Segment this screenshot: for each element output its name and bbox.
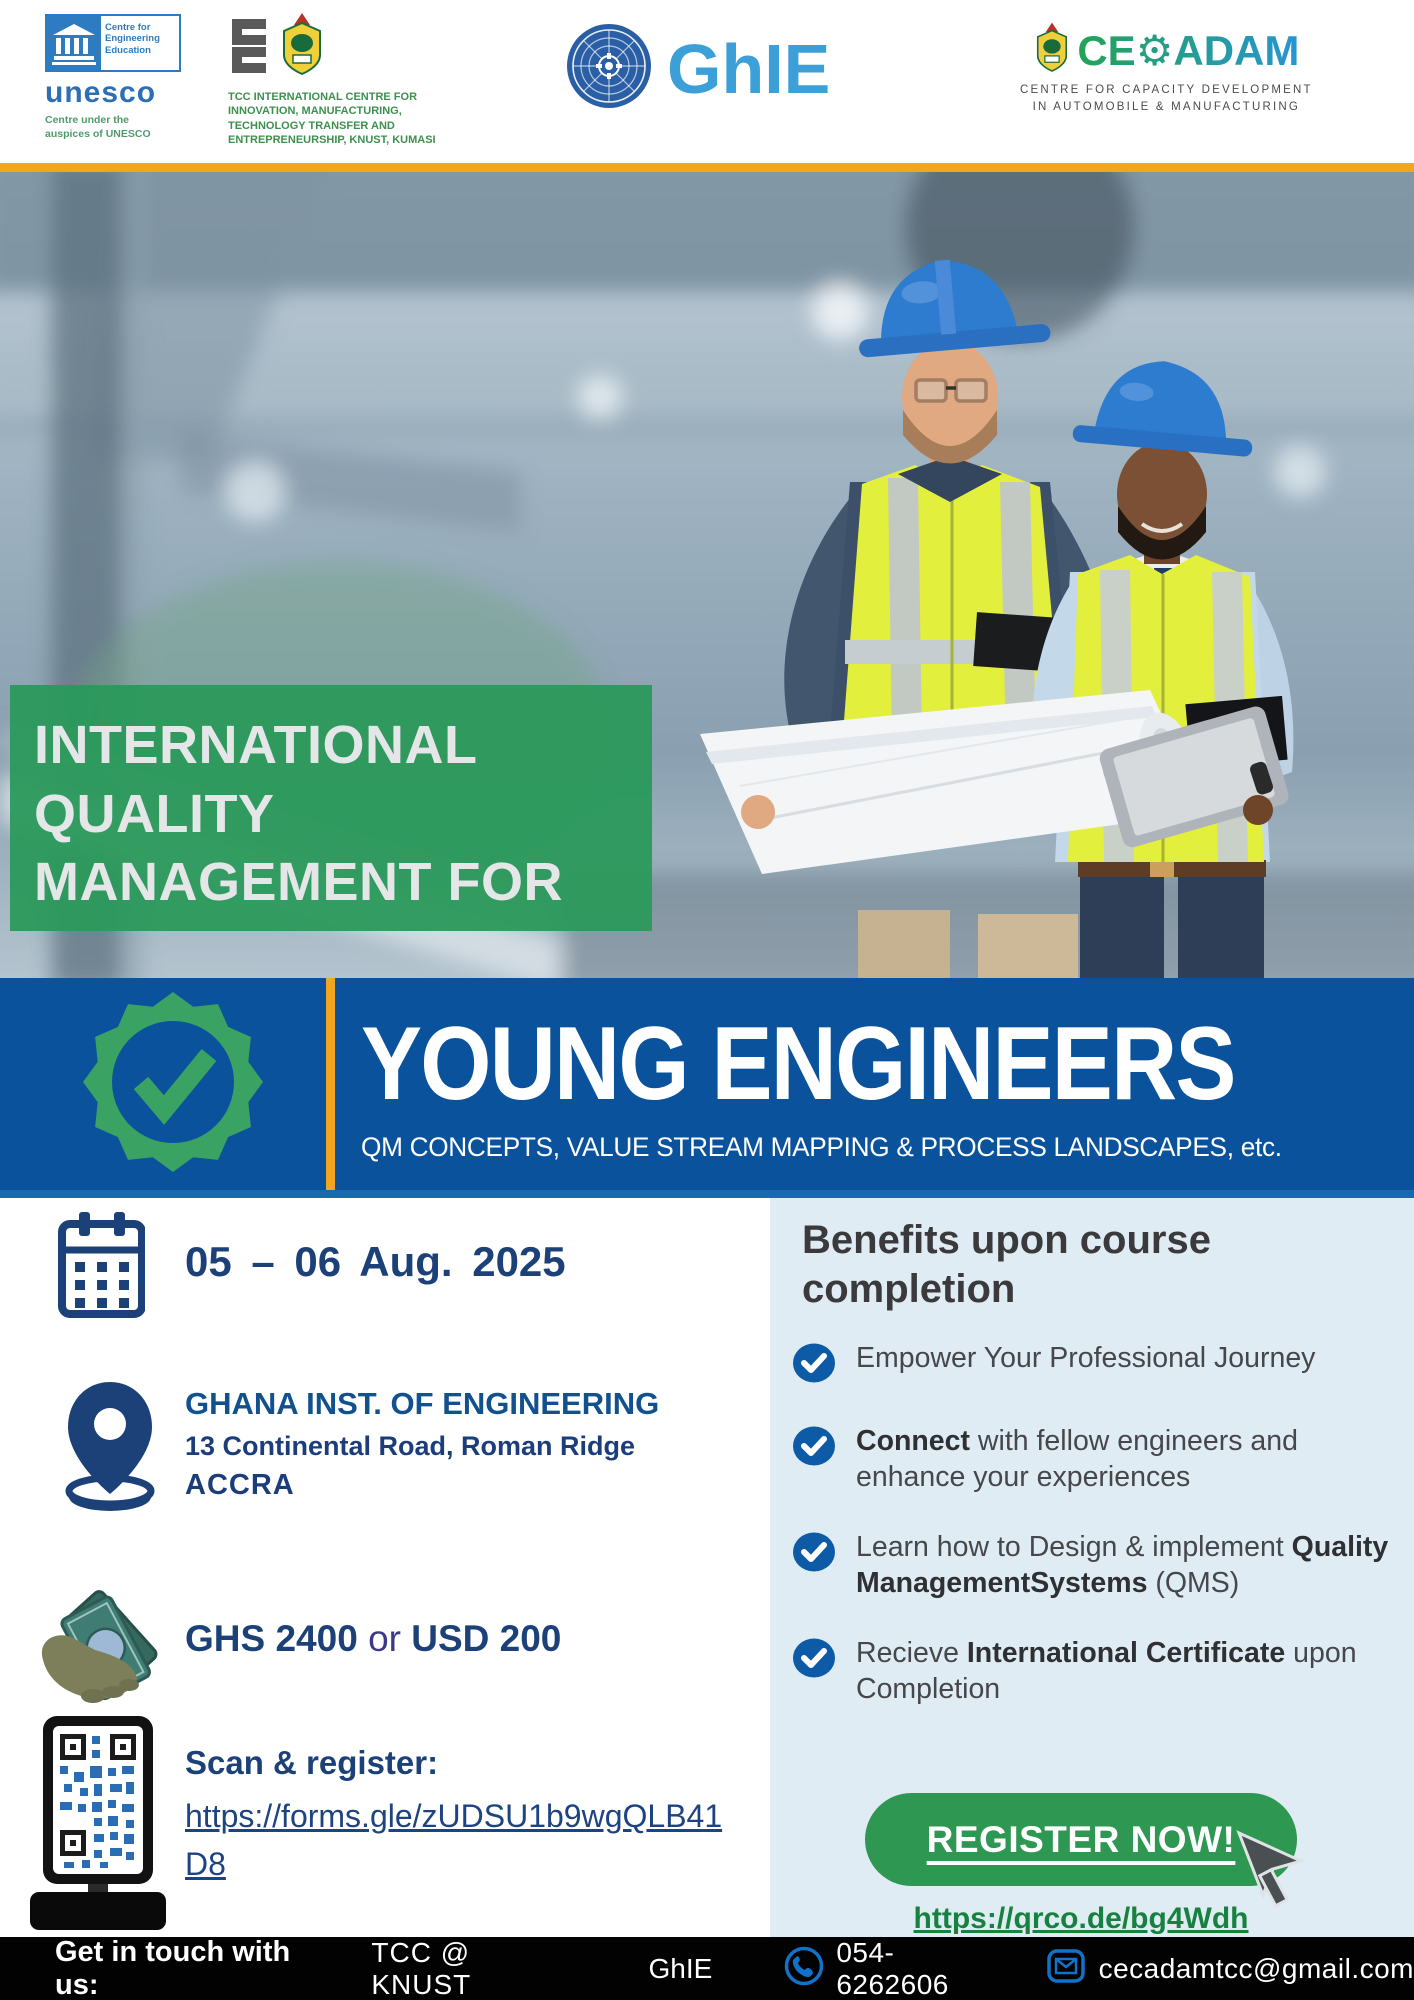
cecadam-gear-icon: ⚙: [1135, 26, 1174, 74]
event-details-column: [0, 1198, 770, 1937]
ghie-seal-icon: [565, 22, 653, 115]
unesco-centre-label: Centre for: [105, 22, 151, 33]
knust-crest-icon: [278, 13, 326, 82]
accent-divider-bar: [0, 163, 1414, 172]
check-circle-icon: [792, 1636, 836, 1708]
benefit-item: Empower Your Professional Journey: [792, 1340, 1398, 1390]
benefit-item: Learn how to Design & implement Quality ManagementSystems (QMS): [792, 1529, 1398, 1602]
hero-photo-engineers: [0, 172, 1414, 978]
course-fee: GHS 2400 or USD 200: [185, 1618, 562, 1659]
location-pin-icon: [62, 1378, 158, 1525]
benefits-panel: [770, 1198, 1414, 1937]
benefit-item: Recieve International Certificate upon Completion: [792, 1635, 1398, 1708]
register-short-link[interactable]: https://qrco.de/bg4Wdh: [913, 1902, 1249, 1935]
unesco-tagline: Centre under the auspices of UNESCO: [45, 114, 151, 141]
quality-badge-icon: [78, 987, 268, 1182]
venue-name: GHANA INST. OF ENGINEERING: [185, 1386, 660, 1421]
tcc-logo: [228, 16, 436, 147]
contact-label: Get in touch with us:: [55, 1935, 291, 2000]
check-circle-icon: [792, 1424, 836, 1496]
phone-icon: [784, 1946, 824, 1991]
benefits-heading: Benefits upon course completion: [802, 1218, 1211, 1311]
benefits-list: [792, 1340, 1398, 1741]
contact-footer: [0, 1937, 1414, 2000]
ghie-logo: [565, 22, 830, 115]
fee-usd: USD 200: [411, 1618, 562, 1659]
cecadam-logo: [1020, 22, 1313, 117]
unesco-logo: Centre for Engineering Education unesco Centre under the auspices of UNESCO: [45, 14, 195, 141]
audience-banner: [0, 978, 1414, 1198]
contact-org-tcc: TCC @ KNUST: [371, 1936, 472, 2000]
cecadam-wordmark: CE⚙ADAM: [1077, 26, 1300, 74]
benefit-item: Connect with fellow engineers and enhance your experiences: [792, 1423, 1398, 1496]
phone-group: [784, 1937, 1006, 2000]
fee-ghs: GHS 2400: [185, 1618, 358, 1659]
unesco-wordmark: unesco: [45, 76, 157, 109]
contact-phone[interactable]: 054-6262606: [836, 1936, 949, 2000]
scan-register-label: Scan & register:: [185, 1744, 439, 1781]
mail-icon: [1045, 1946, 1087, 1991]
cecadam-tagline: CENTRE FOR CAPACITY DEVELOPMENT IN AUTOMOBILE & MANUFACTURING: [1020, 84, 1313, 114]
tcc-name: TCC INTERNATIONAL CENTRE FOR INNOVATION, MANUFACTURING, TECHNOLOGY TRANSFER AND ENTREPRENEURSHIP, KNUST, KUMASI: [228, 91, 436, 146]
contact-org-ghie: GhIE: [648, 1952, 713, 1984]
registration-form-link[interactable]: https://forms.gle/zUDSU1b9wgQLB41D8: [185, 1798, 723, 1882]
ghie-wordmark: GhIE: [667, 29, 831, 108]
event-date: 05 – 06 Aug. 2025: [185, 1238, 566, 1285]
contact-email[interactable]: cecadamtcc@gmail.com: [1098, 1952, 1414, 1984]
partner-logo-header: [0, 0, 1414, 163]
course-title: INTERNATIONAL QUALITY MANAGEMENT FOR: [34, 715, 563, 913]
check-circle-icon: [792, 1341, 836, 1390]
tcc-maze-icon: [228, 17, 270, 82]
venue-city: ACCRA: [185, 1469, 295, 1501]
unesco-temple-icon: [47, 16, 101, 70]
audience-title: YOUNG ENGINEERS: [361, 1005, 1235, 1122]
hero-title-box: [10, 685, 652, 931]
fee-money-icon: [35, 1588, 167, 1711]
knust-crest-icon-small: [1033, 22, 1071, 79]
calendar-icon: [57, 1210, 145, 1325]
email-group: [1045, 1946, 1414, 1991]
course-topics: QM CONCEPTS, VALUE STREAM MAPPING & PROCESS LANDSCAPES, etc.: [361, 1131, 1282, 1162]
cursor-arrow-icon: [1233, 1829, 1311, 1920]
venue-address: 13 Continental Road, Roman Ridge: [185, 1431, 636, 1461]
qr-code: [30, 1716, 166, 1935]
check-circle-icon: [792, 1530, 836, 1602]
register-now-button[interactable]: REGISTER NOW!: [865, 1793, 1297, 1886]
banner-accent-rule: [326, 978, 335, 1190]
